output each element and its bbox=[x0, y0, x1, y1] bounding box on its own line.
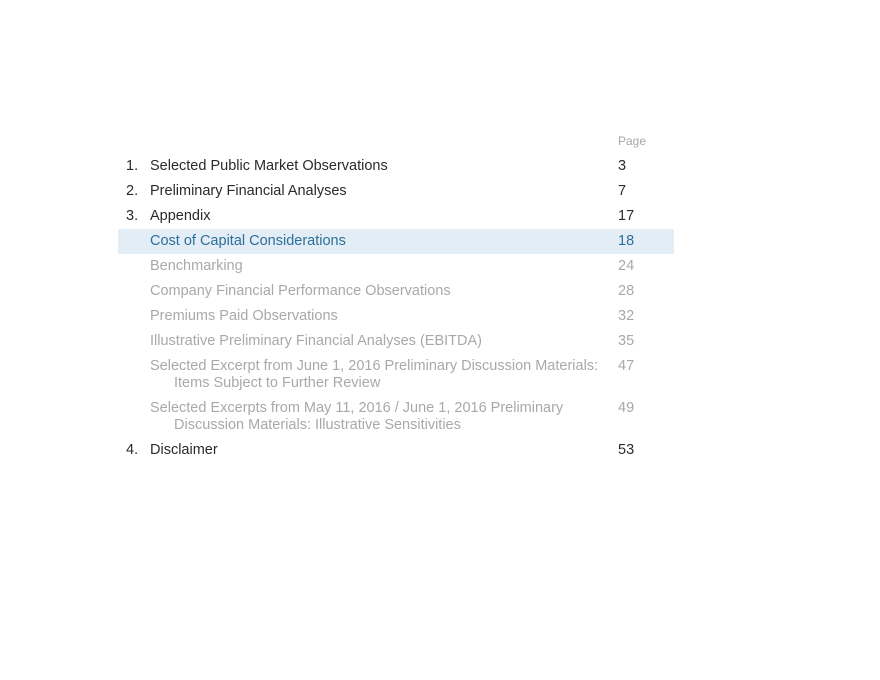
toc-entry-label bbox=[150, 358, 610, 392]
toc-entry-label bbox=[150, 183, 610, 200]
toc-entry-page-number: 47 bbox=[618, 358, 635, 374]
toc-entry-number: 2. bbox=[126, 183, 139, 199]
toc-entry-page-number: 32 bbox=[618, 308, 635, 324]
toc-entry-label-line: Company Financial Performance Observations bbox=[150, 283, 451, 299]
toc-subentry[interactable] bbox=[118, 396, 674, 438]
toc-entry-number: 1. bbox=[126, 158, 139, 174]
toc-entry-label-line: Appendix bbox=[150, 208, 211, 224]
toc-entry-page-number: 3 bbox=[618, 158, 627, 174]
toc-rows bbox=[118, 154, 674, 463]
toc-subentry[interactable] bbox=[118, 329, 674, 354]
toc-entry-label bbox=[150, 283, 610, 300]
toc-section-entry[interactable] bbox=[118, 179, 674, 204]
toc-entry-label bbox=[150, 333, 610, 350]
toc-entry-label bbox=[150, 308, 610, 325]
toc-subentry[interactable] bbox=[118, 279, 674, 304]
toc-entry-label bbox=[150, 158, 610, 175]
toc-entry-label bbox=[150, 258, 610, 275]
toc-entry-label-line: Illustrative Preliminary Financial Analyses (EBITDA) bbox=[150, 333, 482, 349]
toc-entry-label-line: Disclaimer bbox=[150, 442, 218, 458]
toc-entry-number: 4. bbox=[126, 442, 139, 458]
toc-entry-page-number: 24 bbox=[618, 258, 635, 274]
toc-entry-label-continuation: Items Subject to Further Review bbox=[174, 375, 381, 391]
toc-subentry[interactable] bbox=[118, 254, 674, 279]
toc-entry-label bbox=[150, 442, 610, 459]
toc-entry-label bbox=[150, 208, 610, 225]
toc-entry-page-number: 49 bbox=[618, 400, 635, 416]
toc-entry-page-number: 35 bbox=[618, 333, 635, 349]
toc-entry-label-line: Premiums Paid Observations bbox=[150, 308, 338, 324]
toc-section-entry[interactable] bbox=[118, 204, 674, 229]
toc-entry-page-number: 28 bbox=[618, 283, 635, 299]
page-column-header: Page bbox=[618, 134, 647, 148]
toc-entry-label bbox=[150, 233, 610, 250]
toc-entry-label bbox=[150, 400, 610, 434]
toc-entry-number: 3. bbox=[126, 208, 139, 224]
toc-entry-label-line: Preliminary Financial Analyses bbox=[150, 183, 347, 199]
toc-entry-page-number: 17 bbox=[618, 208, 635, 224]
toc-entry-label-line: Benchmarking bbox=[150, 258, 243, 274]
toc-entry-page-number: 7 bbox=[618, 183, 627, 199]
toc-entry-page-number: 53 bbox=[618, 442, 635, 458]
toc-entry-page-number: 18 bbox=[618, 233, 635, 249]
toc-entry-label-continuation: Discussion Materials: Illustrative Sensitivities bbox=[174, 417, 461, 433]
toc-section-entry[interactable] bbox=[118, 154, 674, 179]
toc-entry-label-line: Cost of Capital Considerations bbox=[150, 233, 346, 249]
toc-entry-label-line: Selected Excerpt from June 1, 2016 Preliminary Discussion Materials: bbox=[150, 358, 599, 374]
toc-entry-label-line: Selected Public Market Observations bbox=[150, 158, 388, 174]
toc-subentry[interactable] bbox=[118, 304, 674, 329]
toc-section-entry[interactable] bbox=[118, 438, 674, 463]
toc-entry-label-line: Selected Excerpts from May 11, 2016 / June 1, 2016 Preliminary bbox=[150, 400, 564, 416]
toc-entry-selected[interactable] bbox=[118, 229, 674, 254]
toc-subentry[interactable] bbox=[118, 354, 674, 396]
